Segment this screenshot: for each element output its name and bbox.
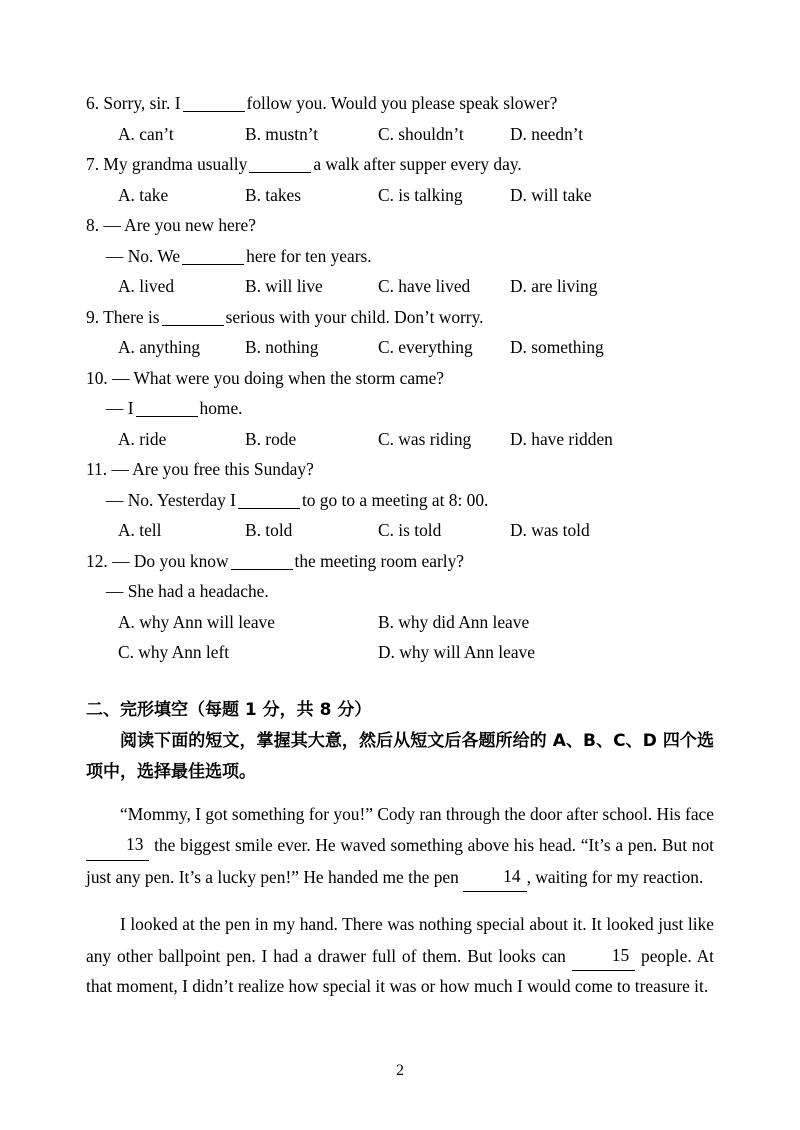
section-two-heading: 二、完形填空（每题 1 分，共 8 分） — [86, 699, 372, 720]
question-8-stem — [86, 210, 714, 241]
option-d[interactable]: D. why will Ann leave — [378, 642, 535, 662]
question-10-reply-before: — I — [106, 398, 134, 418]
option-a[interactable]: A. ride — [118, 428, 167, 449]
option-b[interactable]: B. mustn’t — [245, 123, 319, 144]
question-11-options — [86, 515, 714, 546]
question-9-stem — [86, 302, 714, 333]
question-8-reply-after: here for ten years. — [246, 245, 372, 266]
option-b[interactable]: B. nothing — [245, 337, 319, 357]
passage-paragraph-1 — [86, 799, 714, 893]
question-8-reply-before: — No. We — [106, 245, 181, 266]
passage-p1-part3: , waiting for my reaction. — [526, 866, 704, 887]
answer-blank — [238, 508, 300, 509]
question-7-number: 7. — [86, 154, 100, 174]
answer-blank — [182, 264, 244, 265]
question-10-options — [86, 424, 714, 455]
option-d[interactable]: D. are living — [510, 276, 598, 296]
cloze-blank-14[interactable]: 14 — [463, 861, 526, 893]
question-11-stem — [86, 454, 714, 485]
question-11-stem-before: — Are you free this Sunday? — [107, 459, 314, 479]
question-7-stem-after: a walk after supper every day. — [313, 154, 522, 174]
question-11-number: 11. — [86, 459, 108, 479]
passage-p2-part1: I looked at the pen in my hand. There was nothing special about it. It looked just like any other ballpoint pen. I had a drawer full of them. But looks can — [86, 914, 714, 966]
question-11-reply — [86, 485, 714, 516]
section-two-instruction: 阅读下面的短文，掌握其大意，然后从短文后各题所给的 A、B、C、D 四个选项中，选择最佳选项。 — [86, 730, 714, 782]
question-6-options — [86, 119, 714, 150]
answer-blank — [249, 172, 311, 173]
question-12-stem-after: the meeting room early? — [294, 550, 465, 571]
page-content — [86, 88, 714, 1019]
option-d[interactable]: D. needn’t — [510, 123, 584, 144]
question-10-stem — [86, 363, 714, 394]
option-b[interactable]: B. told — [245, 520, 293, 540]
question-10-stem-before: — What were you doing when the storm came? — [107, 367, 445, 388]
question-9-options — [86, 332, 714, 363]
question-10 — [86, 363, 714, 455]
option-c[interactable]: C. shouldn’t — [378, 123, 464, 144]
question-11-reply-after: to go to a meeting at 8: 00. — [301, 489, 489, 510]
passage-p2-part2: people. At that moment, I didn’t realize how special it was or how much I would come to treasure it. — [86, 945, 714, 997]
option-c[interactable]: C. everything — [378, 337, 473, 357]
option-b[interactable]: B. takes — [245, 184, 302, 205]
question-9-stem-after: serious with your child. Don’t worry. — [225, 306, 484, 327]
option-d[interactable]: D. something — [510, 337, 604, 357]
option-c[interactable]: C. is talking — [378, 184, 463, 205]
question-10-number: 10. — [86, 367, 108, 388]
option-b[interactable]: B. rode — [245, 428, 297, 449]
question-8-reply — [86, 241, 714, 272]
question-7-stem-before: My grandma usually — [99, 154, 248, 174]
option-a[interactable]: A. why Ann will leave — [118, 611, 275, 632]
question-6-stem — [86, 88, 714, 119]
option-d[interactable]: D. was told — [510, 520, 590, 540]
option-c[interactable]: C. why Ann left — [118, 642, 230, 662]
question-9-number: 9. — [86, 306, 100, 327]
question-8-number: 8. — [86, 215, 100, 235]
answer-blank — [231, 569, 293, 570]
question-6-stem-after: follow you. Would you please speak slower? — [246, 93, 558, 113]
question-9 — [86, 302, 714, 363]
question-12 — [86, 546, 714, 668]
cloze-blank-15[interactable]: 15 — [572, 940, 635, 972]
question-12-number: 12. — [86, 550, 108, 571]
question-7-stem — [86, 149, 714, 180]
question-12-reply — [86, 576, 714, 607]
option-b[interactable]: B. will live — [245, 276, 323, 296]
option-c[interactable]: C. have lived — [378, 276, 471, 296]
answer-blank — [136, 416, 198, 417]
option-c[interactable]: C. was riding — [378, 428, 472, 449]
question-9-stem-before: There is — [99, 306, 160, 327]
page-number: 2 — [396, 1062, 404, 1079]
question-12-reply-before: — She had a headache. — [106, 581, 269, 601]
question-10-reply — [86, 393, 714, 424]
option-a[interactable]: A. take — [118, 184, 169, 205]
passage-p1-part1: “Mommy, I got something for you!” Cody ran through the door after school. His face — [120, 803, 714, 824]
question-8-options — [86, 271, 714, 302]
option-d[interactable]: D. have ridden — [510, 428, 613, 449]
answer-blank — [162, 325, 224, 326]
question-12-stem — [86, 546, 714, 577]
question-11-reply-before: — No. Yesterday I — [106, 489, 236, 510]
answer-blank — [183, 111, 245, 112]
option-a[interactable]: A. can’t — [118, 123, 174, 144]
option-a[interactable]: A. anything — [118, 337, 201, 357]
cloze-blank-13[interactable]: 13 — [86, 829, 149, 861]
question-12-stem-before: — Do you know — [107, 550, 229, 571]
question-7-options — [86, 180, 714, 211]
question-10-reply-after: home. — [199, 398, 243, 418]
question-8 — [86, 210, 714, 302]
question-6 — [86, 88, 714, 149]
option-d[interactable]: D. will take — [510, 184, 592, 205]
option-c[interactable]: C. is told — [378, 520, 442, 540]
question-12-options-row2 — [86, 637, 714, 668]
option-a[interactable]: A. lived — [118, 276, 175, 296]
question-6-number: 6. — [86, 93, 100, 113]
option-b[interactable]: B. why did Ann leave — [378, 611, 530, 632]
passage-p1-part2: the biggest smile ever. He waved something above his head. “It’s a pen. But not just any pen. It’s a lucky pen!” He handed me the pen — [86, 835, 714, 887]
passage-paragraph-2 — [86, 909, 714, 1002]
question-6-stem-before: Sorry, sir. I — [99, 93, 181, 113]
question-8-stem-before: — Are you new here? — [99, 215, 256, 235]
question-12-options-row1 — [86, 607, 714, 638]
option-a[interactable]: A. tell — [118, 520, 162, 540]
question-7 — [86, 149, 714, 210]
question-11 — [86, 454, 714, 546]
